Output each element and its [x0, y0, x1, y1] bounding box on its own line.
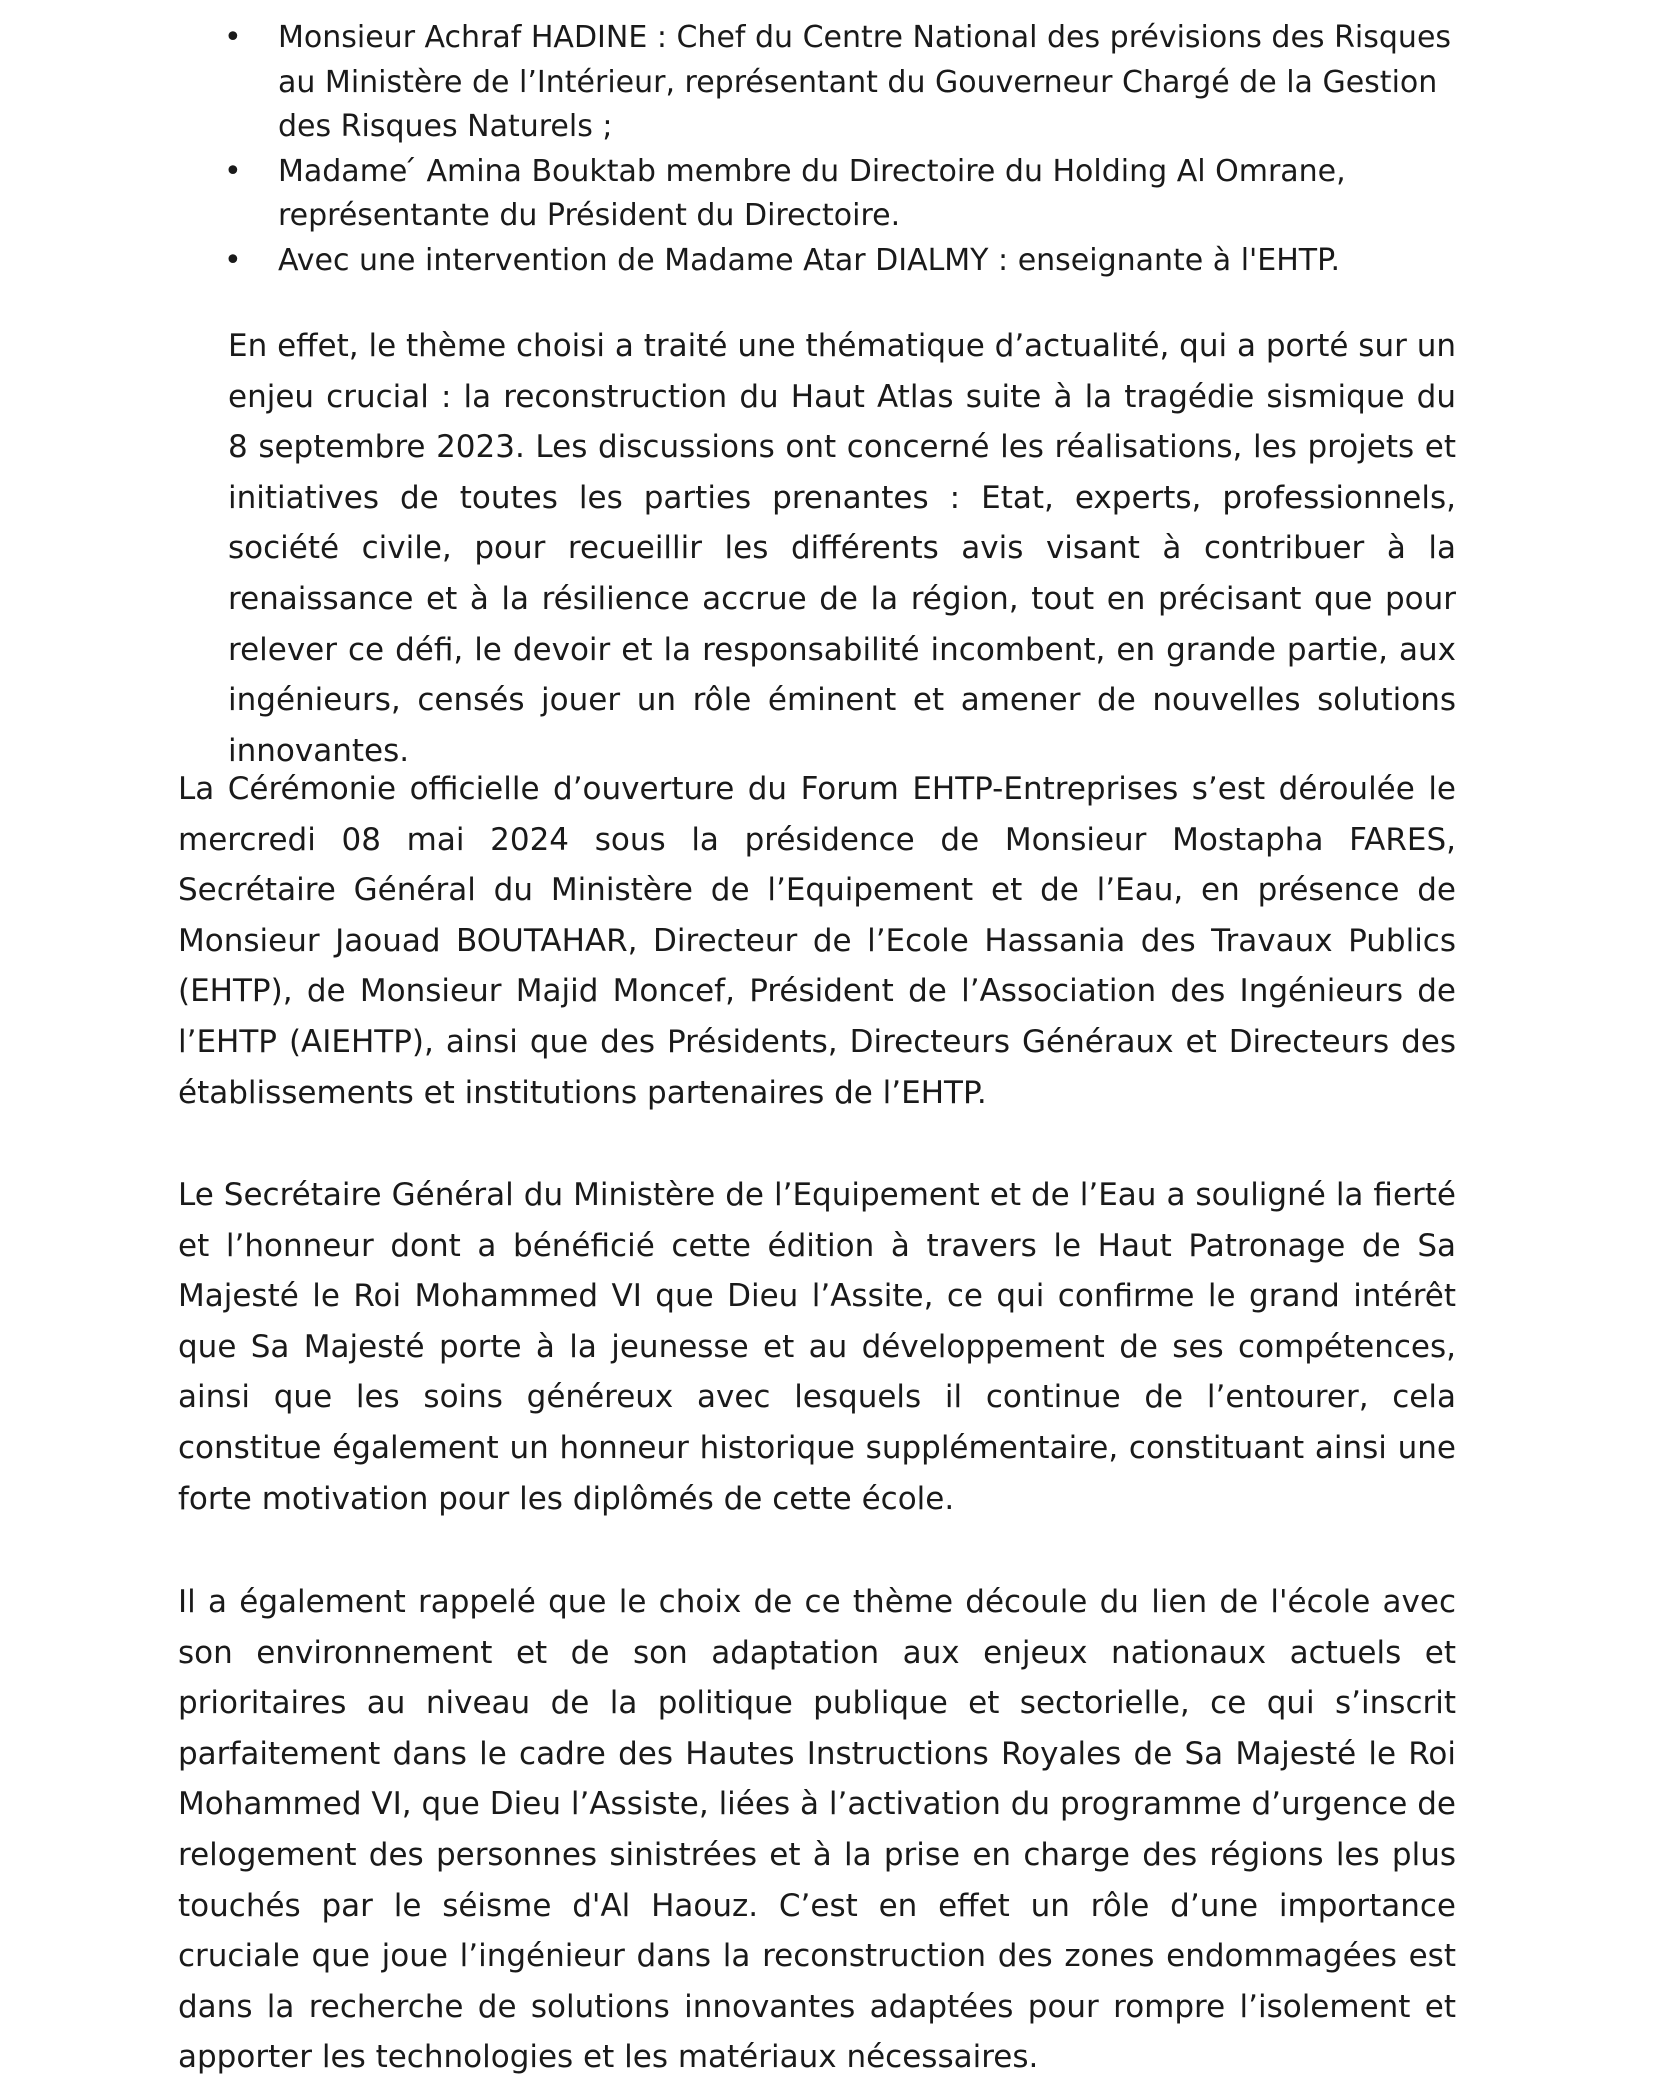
- participants-list: [224, 16, 1456, 284]
- paragraph-theme: En effet, le thème choisi a traité une thématique d’actualité, qui a porté sur un enjeu crucial : la reconstruction du Haut Atlas suite à la tragédie sismique du 8 septembre 2023. Les discussions ont concerné les réalisations, les projets et initiatives de toutes les parties prenantes : Etat, experts, professionnels, société civile, pour recueillir les différents avis visant à contribuer à la renaissance et à la résilience accrue de la région, tout en précisant que pour relever ce défi, le devoir et la responsabilité incombent, en grande partie, aux ingénieurs, censés jouer un rôle éminent et amener de nouvelles solutions innovantes.: [228, 328, 1456, 769]
- paragraph-ceremony: La Cérémonie officielle d’ouverture du Forum EHTP-Entreprises s’est déroulée le mercredi 08 mai 2024 sous la présidence de Monsieur Mostapha FARES, Secrétaire Général du Ministère de l’Equipement et de l’Eau, en présence de Monsieur Jaouad BOUTAHAR, Directeur de l’Ecole Hassania des Travaux Publics (EHTP), de Monsieur Majid Moncef, Président de l’Association des Ingénieurs de l’EHTP (AIEHTP), ainsi que des Présidents, Directeurs Généraux et Directeurs des établissements et institutions partenaires de l’EHTP.: [178, 771, 1456, 1111]
- list-item: • Madame ́ Amina Bouktab membre du Directoire du Holding Al Omrane, représentante du Président du Directoire.: [224, 150, 1456, 239]
- list-item: • Monsieur Achraf HADINE : Chef du Centre National des prévisions des Risques au Ministère de l’Intérieur, représentant du Gouverneur Chargé de la Gestion des Risques Naturels ;: [224, 16, 1456, 150]
- paragraph-theme-choice: Il a également rappelé que le choix de ce thème découle du lien de l'école avec son environnement et de son adaptation aux enjeux nationaux actuels et prioritaires au niveau de la politique publique et sectorielle, ce qui s’inscrit parfaitement dans le cadre des Hautes Instructions Royales de Sa Majesté le Roi Mohammed VI, que Dieu l’Assiste, liées à l’activation du programme d’urgence de relogement des personnes sinistrées et à la prise en charge des régions les plus touchés par le séisme d'Al Haouz. C’est en effet un rôle d’une importance cruciale que joue l’ingénieur dans la reconstruction des zones endommagées est dans la recherche de solutions innovantes adaptées pour rompre l’isolement et apporter les technologies et les matériaux nécessaires.: [178, 1584, 1456, 2076]
- list-item: • Avec une intervention de Madame Atar DIALMY : enseignante à l'EHTP.: [224, 239, 1456, 284]
- paragraph-secretary-general: Le Secrétaire Général du Ministère de l’Equipement et de l’Eau a souligné la fierté et l’honneur dont a bénéficié cette édition à travers le Haut Patronage de Sa Majesté le Roi Mohammed VI que Dieu l’Assite, ce qui confirme le grand intérêt que Sa Majesté porte à la jeunesse et au développement de ses compétences, ainsi que les soins généreux avec lesquels il continue de l’entourer, cela constitue également un honneur historique supplémentaire, constituant ainsi une forte motivation pour les diplômés de cette école.: [178, 1177, 1456, 1517]
